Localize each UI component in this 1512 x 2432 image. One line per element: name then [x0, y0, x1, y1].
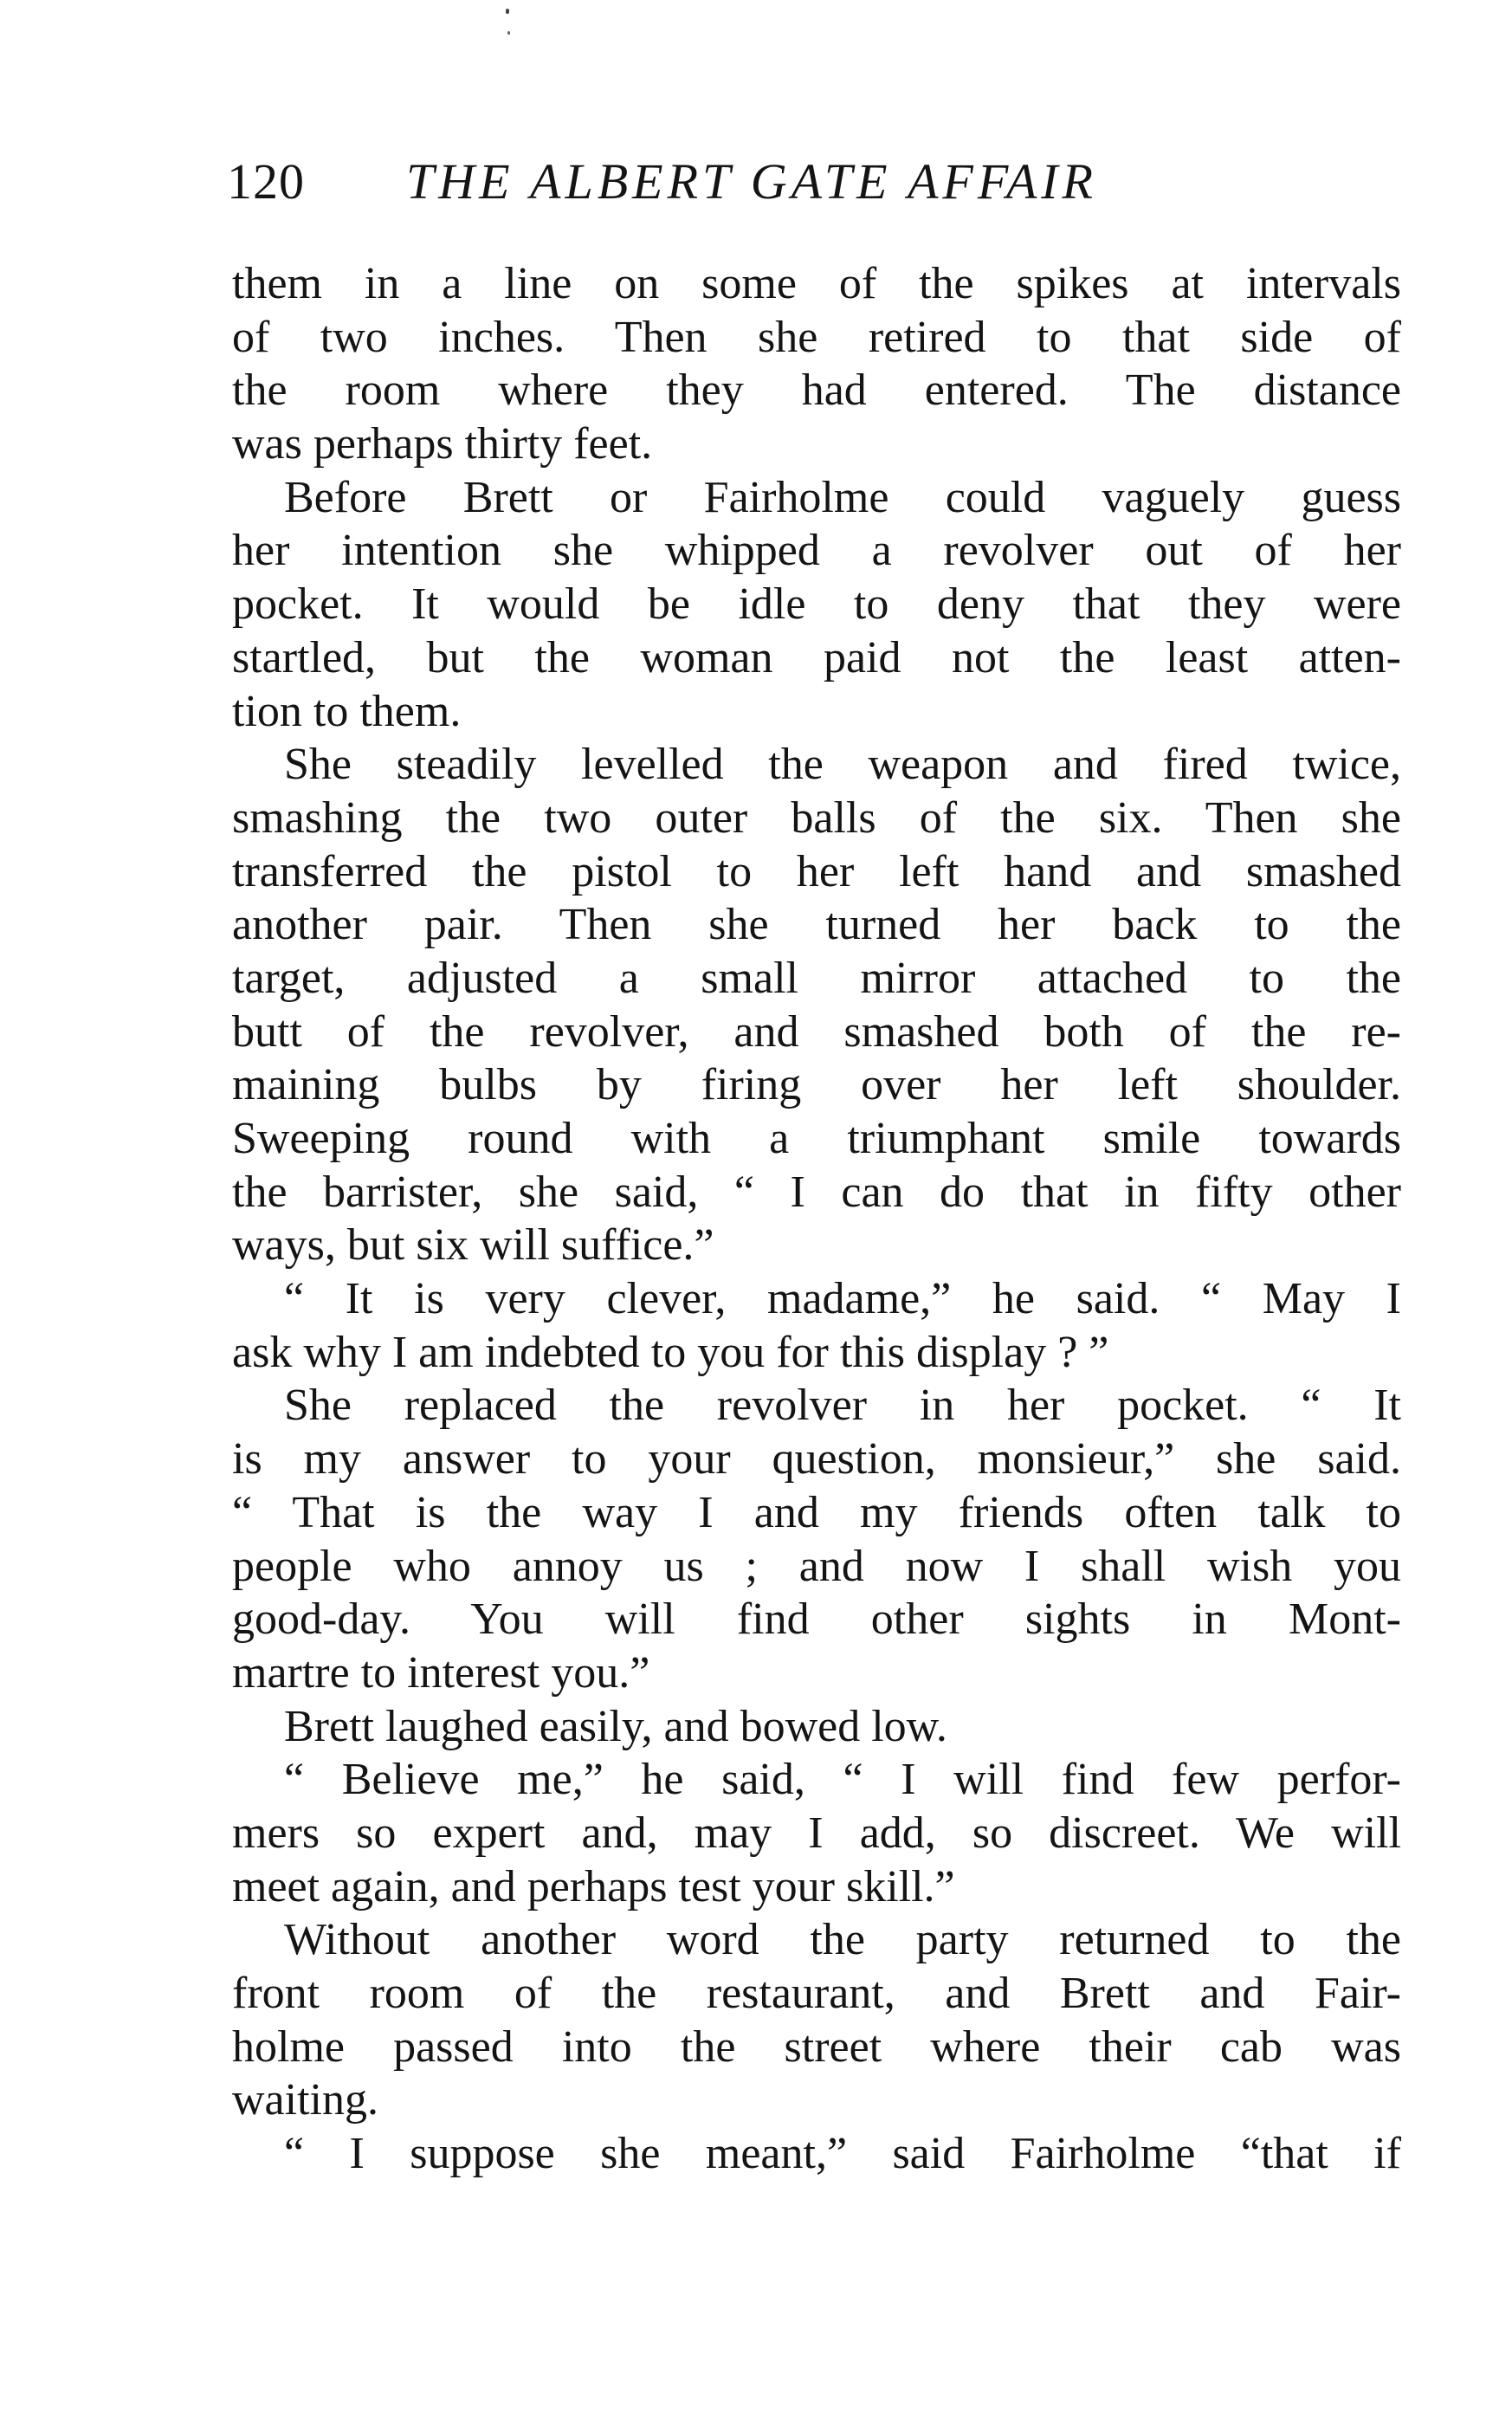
ink-speck	[506, 9, 509, 14]
text-line: good-day. You will find other sights in Mont-	[232, 1594, 1401, 1645]
text-line: Without another word the party returned to the	[284, 1915, 1401, 1965]
text-line: Sweeping round with a triumphant smile towards	[232, 1114, 1401, 1163]
page-number: 120	[227, 153, 305, 210]
text-line: martre to interest you.”	[232, 1647, 650, 1698]
text-line: another pair. Then she turned her back to the	[232, 900, 1401, 950]
text-line: She steadily levelled the weapon and fired twice,	[284, 740, 1401, 790]
text-line: holme passed into the street where their cab was	[232, 2021, 1401, 2072]
text-line: tion to them.	[232, 686, 462, 736]
text-line: her intention she whipped a revolver out of her	[232, 526, 1401, 576]
text-line: “ That is the way I and my friends often talk to	[232, 1487, 1401, 1537]
text-line: people who annoy us ; and now I shall wish you	[232, 1541, 1401, 1591]
text-line: ways, but six will suffice.”	[232, 1220, 714, 1271]
text-line: Brett laughed easily, and bowed low.	[284, 1701, 947, 1751]
body-text	[232, 257, 1401, 2181]
text-line: of two inches. Then she retired to that side of	[232, 312, 1401, 362]
text-line: butt of the revolver, and smashed both of the re-	[232, 1006, 1401, 1057]
text-line: target, adjusted a small mirror attached to the	[232, 953, 1401, 1003]
text-line: is my answer to your question, monsieur,” she said.	[232, 1434, 1401, 1484]
text-line: smashing the two outer balls of the six. Then she	[232, 792, 1401, 843]
text-line: “ It is very clever, madame,” he said. “ May I	[284, 1274, 1401, 1324]
text-line: mers so expert and, may I add, so discreet. We will	[232, 1808, 1401, 1858]
text-line: “ Believe me,” he said, “ I will find few perfor-	[284, 1755, 1401, 1805]
ink-speck	[507, 31, 510, 35]
text-line: “ I suppose she meant,” said Fairholme “that if	[284, 2129, 1401, 2179]
running-head: THE ALBERT GATE AFFAIR	[406, 153, 1097, 210]
text-line: She replaced the revolver in her pocket. “ It	[284, 1381, 1401, 1431]
text-line: front room of the restaurant, and Brett and Fair-	[232, 1969, 1401, 2018]
text-line: Before Brett or Fairholme could vaguely guess	[284, 472, 1401, 522]
text-line: the room where they had entered. The distance	[232, 365, 1401, 416]
text-line: them in a line on some of the spikes at intervals	[232, 259, 1401, 308]
text-line: was perhaps thirty feet.	[232, 419, 653, 469]
text-line: pocket. It would be idle to deny that they were	[232, 579, 1401, 630]
text-line: the barrister, she said, “ I can do that in fifty other	[232, 1167, 1401, 1217]
page-header	[227, 147, 1403, 217]
text-line: meet again, and perhaps test your skill.”	[232, 1861, 955, 1911]
text-line: maining bulbs by firing over her left shoulder.	[232, 1060, 1401, 1110]
text-line: startled, but the woman paid not the least atten-	[232, 632, 1401, 682]
text-line: ask why I am indebted to you for this display ? ”	[232, 1327, 1109, 1377]
text-line: waiting.	[232, 2075, 378, 2125]
text-line: transferred the pistol to her left hand and smashed	[232, 846, 1401, 896]
